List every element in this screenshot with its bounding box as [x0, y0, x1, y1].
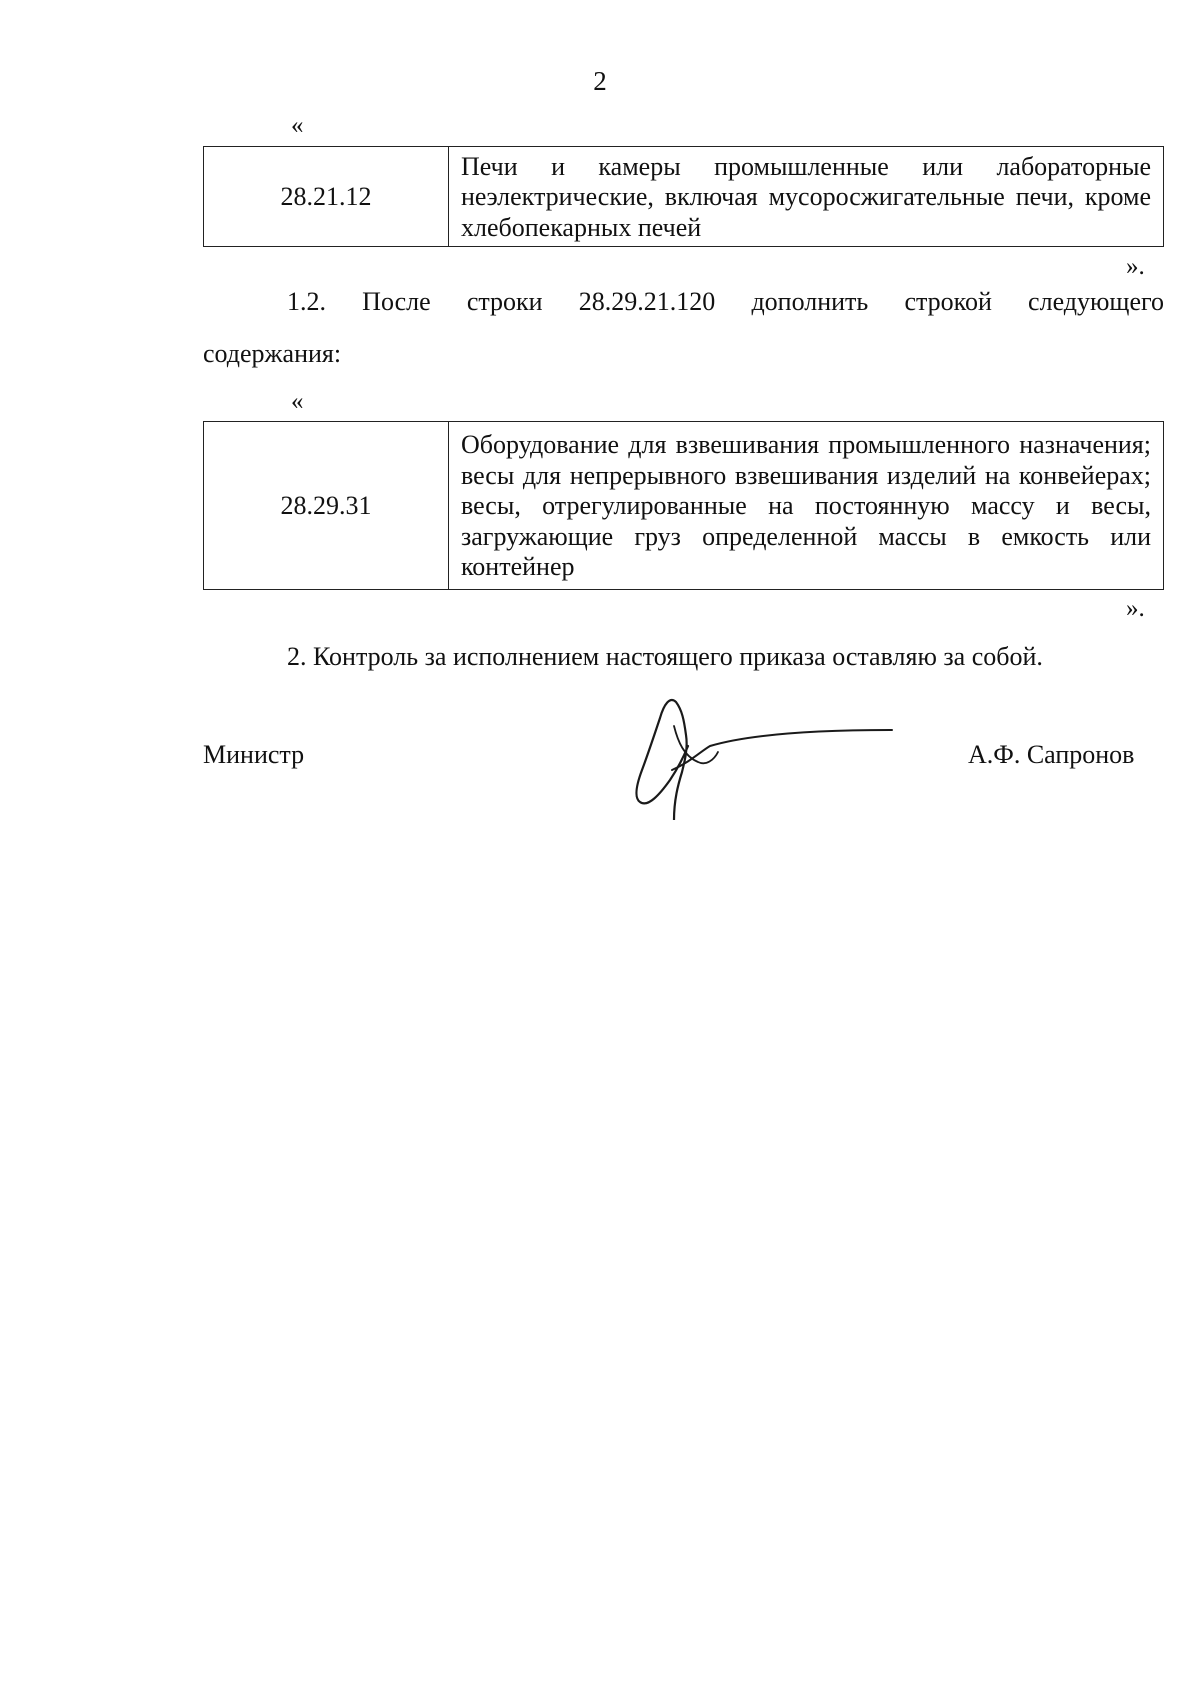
- table-row: [204, 422, 1164, 590]
- page-number: 2: [593, 66, 607, 96]
- okpd-description-cell: Оборудование для взвешивания промышленного назначения; весы для непрерывного взвешивания изделий на конвейерах; весы, отрегулированные на постоянную массу и весы, загружающие груз определенной массы в емкость или контейнер: [449, 422, 1164, 590]
- table1-close-quote: ».: [1126, 253, 1145, 280]
- paragraph-1-2-line-2: содержания:: [203, 339, 342, 368]
- handwritten-signature: [630, 690, 900, 820]
- signatory-name: А.Ф. Сапронов: [968, 740, 1135, 769]
- okpd-code-cell: 28.29.31: [204, 422, 449, 590]
- table-row: [204, 147, 1164, 247]
- signatory-position: Министр: [203, 740, 305, 769]
- okpd-table-1: [203, 146, 1164, 247]
- okpd-table-2: [203, 421, 1164, 590]
- paragraph-1-2-line-1: 1.2. После строки 28.29.21.120 дополнить строкой следующего: [287, 287, 1164, 316]
- okpd-code-cell: 28.21.12: [204, 147, 449, 247]
- table2-open-quote: «: [291, 388, 304, 415]
- table2-close-quote: ».: [1126, 595, 1145, 622]
- table1-open-quote: «: [291, 112, 304, 139]
- okpd-description-cell: Печи и камеры промышленные или лабораторные неэлектрические, включая мусоросжигательные печи, кроме хлебопекарных печей: [449, 147, 1164, 247]
- paragraph-2: 2. Контроль за исполнением настоящего приказа оставляю за собой.: [287, 642, 1043, 671]
